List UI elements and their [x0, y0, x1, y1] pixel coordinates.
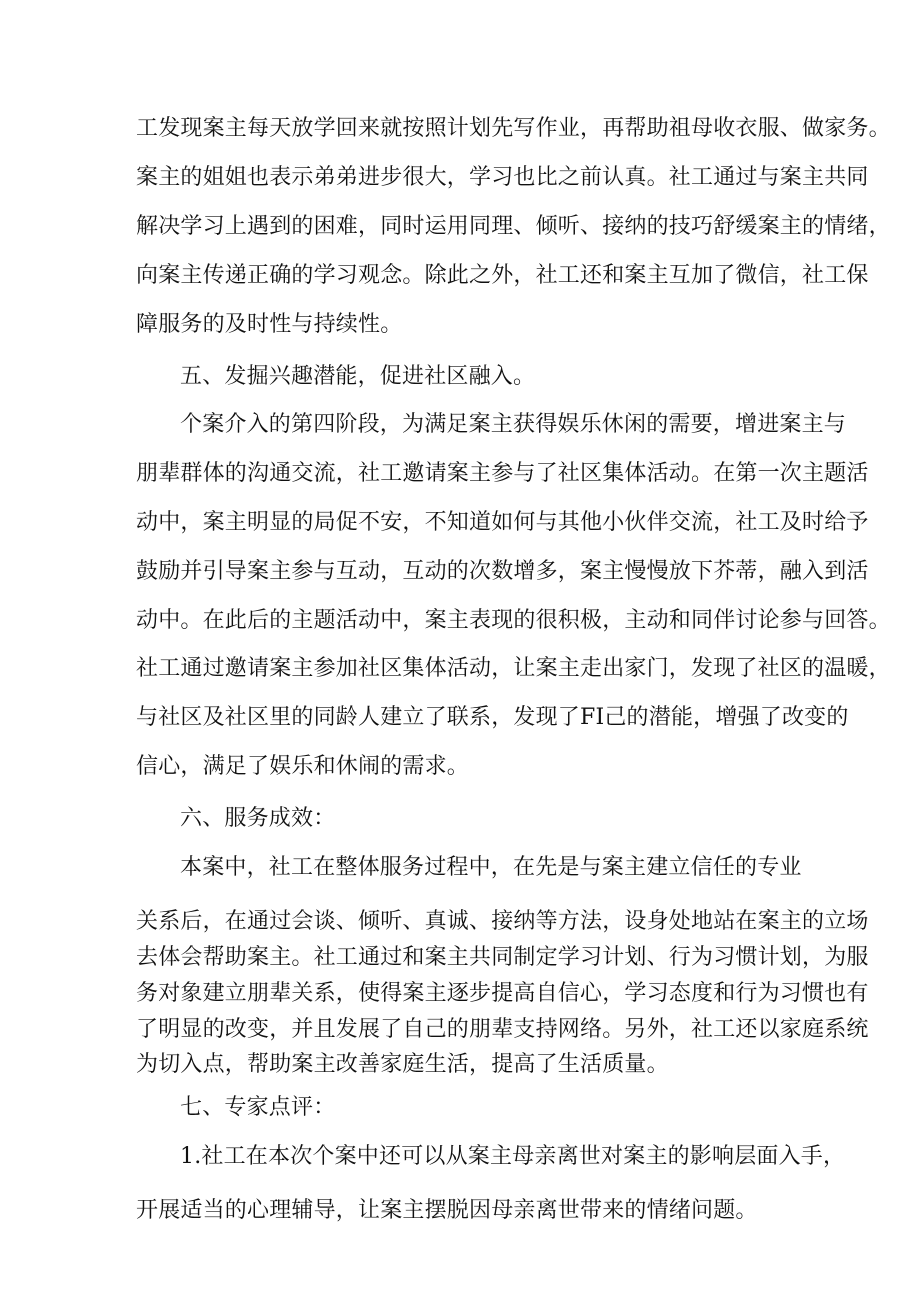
paragraph-line: 务对象建立朋辈关系，使得案主逐步提高自信心，学习态度和行为习惯也有: [136, 981, 869, 1006]
paragraph-line: 本案中，社工在整体服务过程中，在先是与案主建立信任的专业: [180, 855, 802, 880]
paragraph-line: 朋辈群体的沟通交流，社工邀请案主参与了社区集体活动。在第一次主题活: [136, 461, 869, 486]
paragraph-line: 障服务的及时性与持续性。: [136, 312, 403, 337]
paragraph-line: 动中。在此后的主题活动中，案主表现的很积极，主动和同伴讨论参与回答。: [136, 608, 891, 633]
section-heading: 七、专家点评：: [180, 1095, 336, 1120]
paragraph-line: 案主的姐姐也表示弟弟进步很大，学习也比之前认真。社工通过与案主共同: [136, 165, 869, 190]
paragraph-line: 解决学习上遇到的困难，同时运用同理、倾听、接纳的技巧舒缓案主的情绪，: [136, 214, 891, 239]
paragraph-line: 关系后，在通过会谈、倾听、真诚、接纳等方法，设身处地站在案主的立场: [136, 909, 869, 934]
paragraph-line: 个案介入的第四阶段，为满足案主获得娱乐休闲的需要，增进案主与: [180, 412, 847, 437]
paragraph-line: 1.社工在本次个案中还可以从案主母亲离世对案主的影响层面入手，: [180, 1144, 846, 1169]
paragraph-line: 社工通过邀请案主参加社区集体活动，让案主走出家门，发现了社区的温暖，: [136, 656, 891, 681]
paragraph-line: 与社区及社区里的同龄人建立了联系，发现了FI己的潜能，增强了改变的: [136, 705, 849, 730]
paragraph-line: 去体会帮助案主。社工通过和案主共同制定学习计划、行为习惯计划，为服: [136, 945, 869, 970]
paragraph-line: 信心，满足了娱乐和休闹的需求。: [136, 754, 470, 779]
paragraph-line: 了明显的改变，并且发展了自己的朋辈支持网络。另外，社工还以家庭系统: [136, 1017, 869, 1042]
paragraph-line: 开展适当的心理辅导，让案主摆脱因母亲离世带来的情绪问题。: [136, 1198, 758, 1223]
paragraph-line: 动中，案主明显的局促不安，不知道如何与其他小伙伴交流，社工及时给予: [136, 510, 869, 535]
paragraph-line: 为切入点，帮助案主改善家庭生活，提高了生活质量。: [136, 1052, 669, 1077]
section-heading: 五、发掘兴趣潜能，促进社区融入。: [180, 364, 536, 389]
paragraph-line: 工发现案主每天放学回来就按照计划先写作业，再帮助祖母收衣服、做家务。: [136, 116, 891, 141]
section-heading: 六、服务成效：: [180, 806, 336, 831]
paragraph-line: 向案主传递正确的学习观念。除此之外，社工还和案主互加了微信，社工保: [136, 263, 869, 288]
paragraph-line: 鼓励并引导案主参与互动，互动的次数增多，案主慢慢放下芥蒂，融入到活: [136, 559, 869, 584]
